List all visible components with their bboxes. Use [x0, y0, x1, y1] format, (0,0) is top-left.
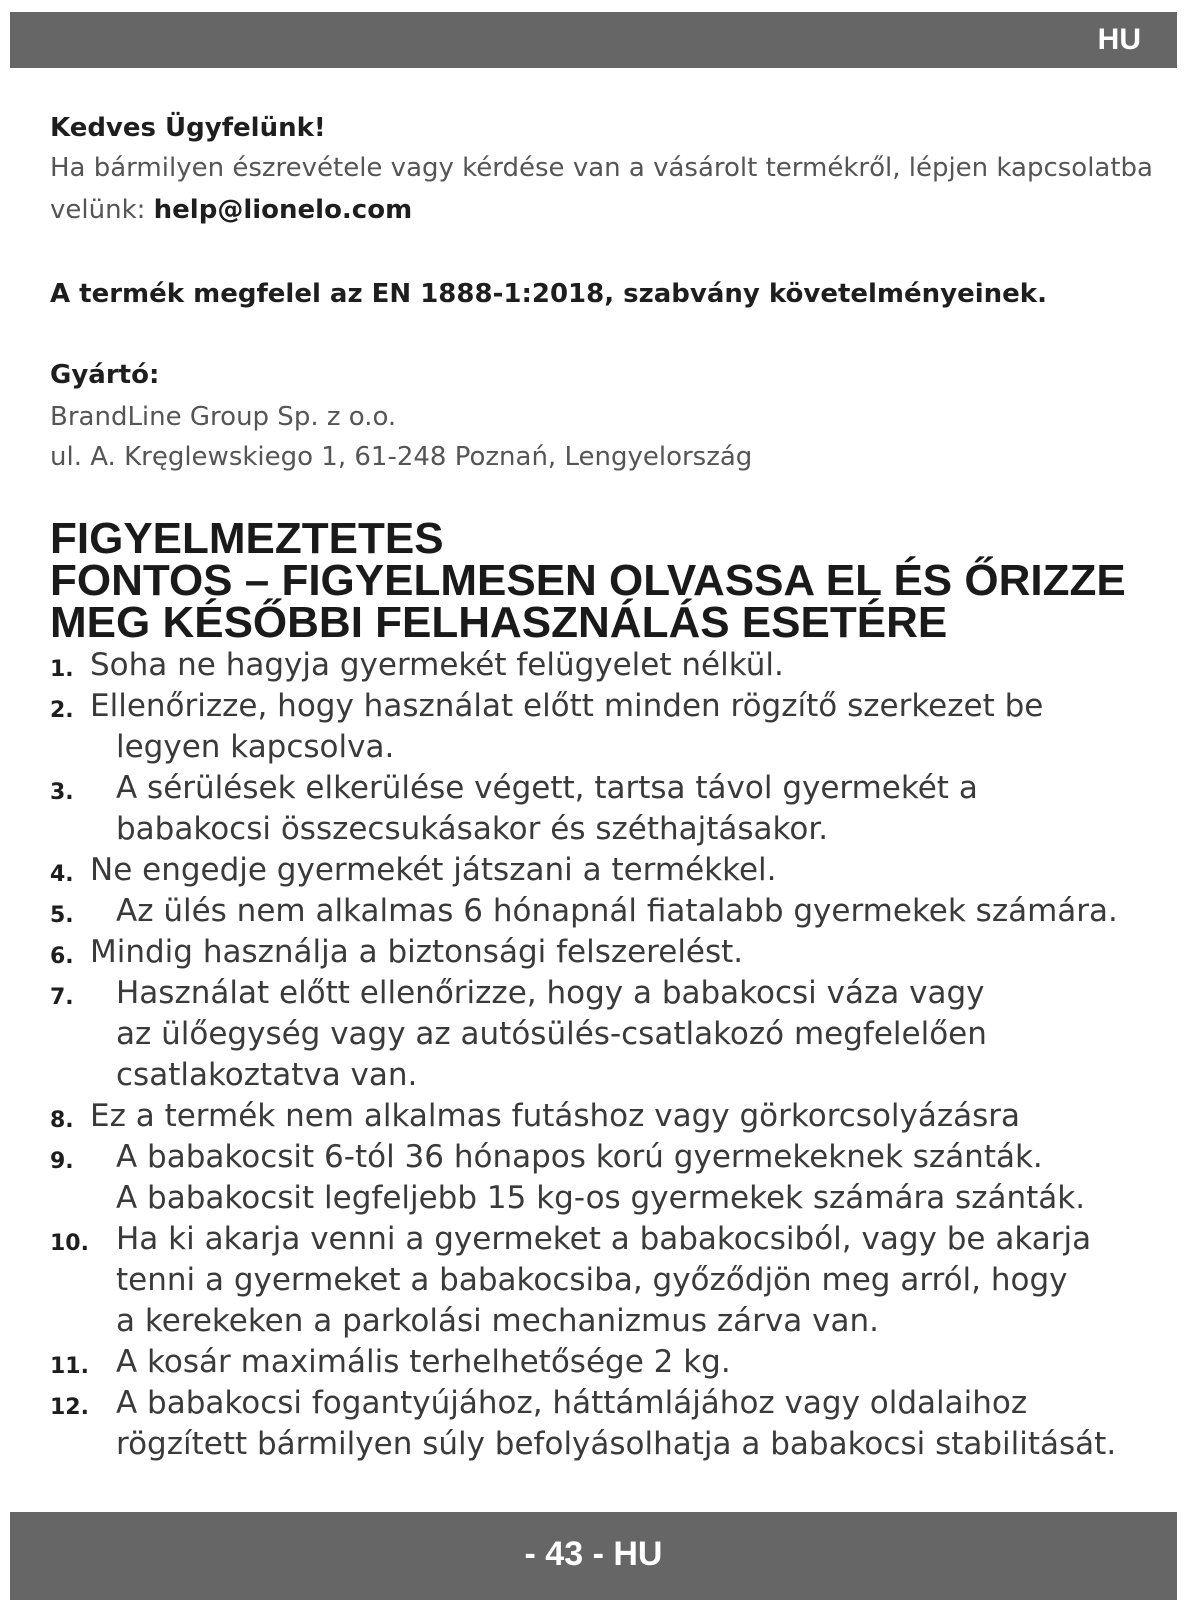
item-text-cont: tenni a gyermeket a babakocsiba, győződjön meg arról, hogy [116, 1262, 1068, 1298]
item-number: 9. [50, 1149, 74, 1174]
item-number: 1. [50, 657, 74, 682]
warning-item [50, 850, 1170, 891]
item-text: Mindig használja a biztonsági felszerelést. [90, 934, 744, 970]
item-number: 12. [50, 1395, 89, 1420]
item-number: 5. [50, 903, 74, 928]
item-number: 11. [50, 1354, 89, 1379]
warning-item [50, 1219, 1170, 1342]
warning-heading [50, 514, 1170, 647]
warning-item [50, 768, 1170, 850]
item-text-cont: A babakocsit legfeljebb 15 kg-os gyermekek számára szánták. [116, 1180, 1086, 1216]
footer-bar [10, 1512, 1177, 1600]
header-bar [10, 12, 1177, 68]
warning-item [50, 1342, 1170, 1383]
item-text-cont: a kerekeken a parkolási mechanizmus zárva van. [116, 1303, 879, 1339]
warning-item [50, 932, 1170, 973]
warning-item [50, 973, 1170, 1096]
support-email-link[interactable]: help@lionelo.com [153, 195, 413, 225]
warning-item [50, 1096, 1170, 1137]
item-number: 6. [50, 944, 74, 969]
item-text-cont: rögzített bármilyen súly befolyásolhatja a babakocsi stabilitását. [116, 1426, 1117, 1462]
item-text: Használat előtt ellenőrizze, hogy a babakocsi váza vagy [116, 975, 985, 1011]
warning-item [50, 1137, 1170, 1219]
item-text: Ez a termék nem alkalmas futáshoz vagy görkorcsolyázásra [90, 1098, 1021, 1134]
warning-item [50, 645, 1170, 686]
item-number: 7. [50, 985, 74, 1010]
item-text: A babakocsit 6-tól 36 hónapos korú gyermekeknek szánták. [116, 1139, 1043, 1175]
manufacturer-name: BrandLine Group Sp. z o.o. [50, 402, 397, 432]
item-number: 10. [50, 1231, 89, 1256]
item-number: 8. [50, 1108, 74, 1133]
warning-item [50, 686, 1170, 768]
greeting-text [50, 147, 1160, 231]
item-text: A sérülések elkerülése végett, tartsa távol gyermekét a [116, 770, 978, 806]
item-text: Ellenőrizze, hogy használat előtt minden rögzítő szerkezet be [90, 688, 1044, 724]
item-text: A kosár maximális terhelhetősége 2 kg. [116, 1344, 731, 1380]
standard-statement: A termék megfelel az EN 1888-1:2018, szabvány követelményeinek. [50, 279, 1047, 309]
item-text: A babakocsi fogantyújához, háttámlájához vagy oldalaihoz [116, 1385, 1028, 1421]
warning-list [50, 645, 1170, 1465]
greeting-title: Kedves Ügyfelünk! [50, 113, 326, 143]
warning-item [50, 891, 1170, 932]
item-text: Ne engedje gyermekét játszani a termékkel. [90, 852, 777, 888]
manufacturer-title: Gyártó: [50, 360, 160, 390]
item-number: 4. [50, 862, 74, 887]
item-text-cont: legyen kapcsolva. [116, 729, 395, 765]
item-text: Soha ne hagyja gyermekét felügyelet nélkül. [90, 647, 784, 683]
warning-subtitle: FONTOS – FIGYELMESEN OLVASSA EL ÉS ŐRIZZE MEG KÉSŐBBI FELHASZNÁLÁS ESETÉRE [50, 556, 1126, 647]
item-text: Az ülés nem alkalmas 6 hónapnál fiatalabb gyermekek számára. [116, 893, 1118, 929]
greeting-body: Ha bármilyen észrevétele vagy kérdése van a vásárolt termékről, lépjen kapcsolatba velünk: [50, 153, 1153, 225]
item-number: 2. [50, 698, 74, 723]
item-text-cont: csatlakoztatva van. [116, 1057, 418, 1093]
page-number: - 43 - HU [524, 1535, 663, 1573]
manufacturer-address: ul. A. Kręglewskiego 1, 61-248 Poznań, Lengyelország [50, 442, 753, 472]
item-text: Ha ki akarja venni a gyermeket a babakocsiból, vagy be akarja [116, 1221, 1092, 1257]
manufacturer-info [50, 397, 752, 477]
item-number: 3. [50, 780, 74, 805]
item-text-cont: babakocsi összecsukásakor és széthajtásakor. [116, 811, 829, 847]
language-tag: HU [1097, 23, 1141, 56]
warning-title: FIGYELMEZTETES [50, 514, 444, 563]
item-text-cont: az ülőegység vagy az autósülés-csatlakozó megfelelően [116, 1016, 987, 1052]
warning-item [50, 1383, 1170, 1465]
